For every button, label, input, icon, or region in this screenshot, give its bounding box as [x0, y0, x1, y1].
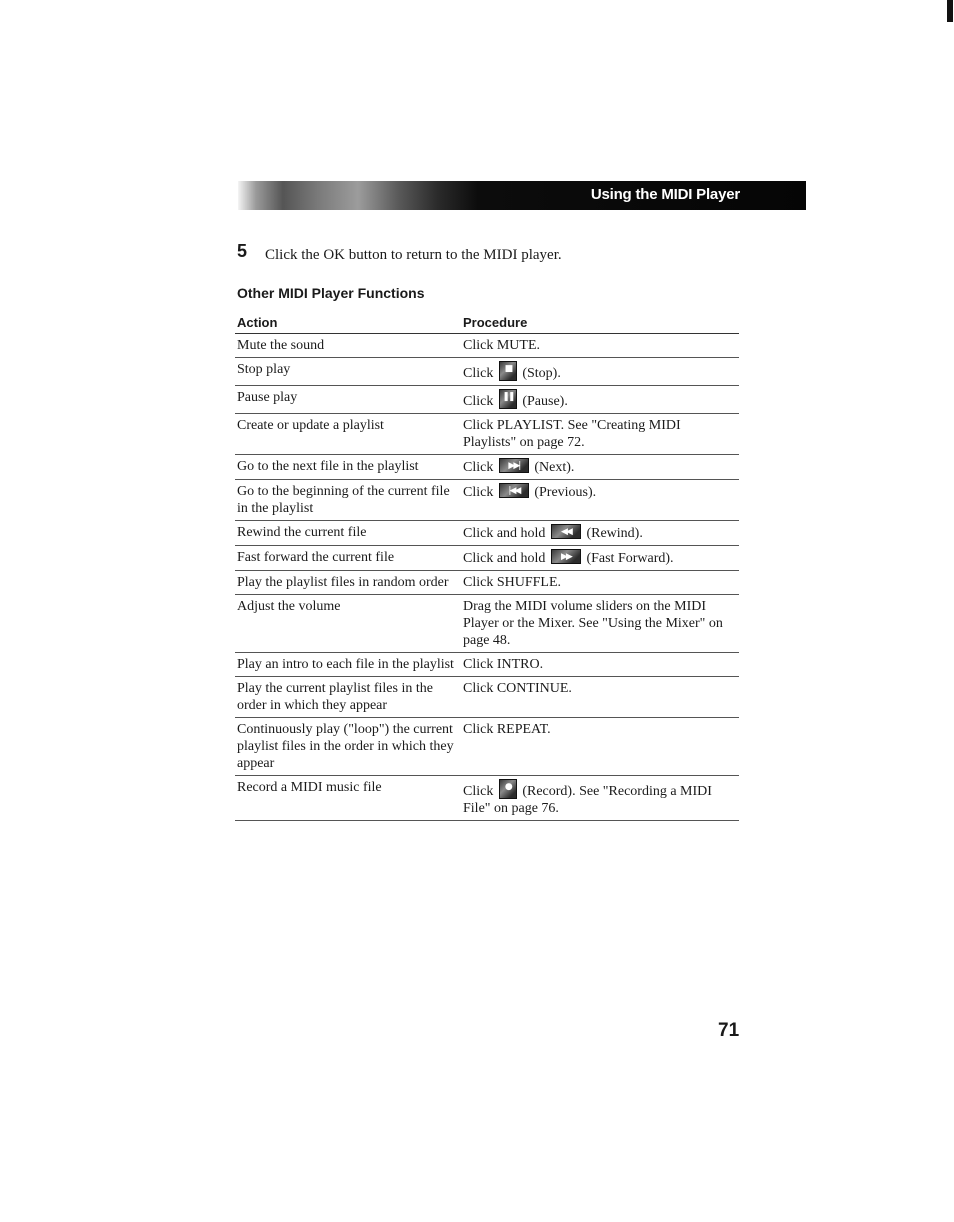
header-title: Using the MIDI Player	[590, 186, 740, 203]
procedure-cell	[461, 455, 739, 480]
procedure-cell	[461, 414, 739, 455]
pause-icon: ❚❚	[499, 389, 517, 409]
procedure-cell	[461, 677, 739, 718]
section-header-bar	[238, 181, 806, 210]
procedure-text: Click and hold	[463, 526, 546, 541]
procedure-cell	[461, 334, 739, 358]
table-row	[235, 571, 739, 595]
action-cell: Adjust the volume	[235, 595, 461, 653]
procedure-text-suffix: (Stop).	[522, 366, 561, 381]
step-text: Click the OK button to return to the MIDI player.	[265, 247, 562, 263]
section-title: Other MIDI Player Functions	[237, 285, 425, 301]
table-row	[235, 521, 739, 546]
procedure-text: Click	[463, 366, 494, 381]
record-icon: ●	[499, 779, 517, 799]
procedure-cell	[461, 521, 739, 546]
action-cell: Play the playlist files in random order	[235, 571, 461, 595]
procedure-cell	[461, 595, 739, 653]
next-icon: ▶▶|	[499, 458, 529, 473]
procedure-text: Click	[463, 394, 494, 409]
action-cell: Rewind the current file	[235, 521, 461, 546]
procedure-text: Drag the MIDI volume sliders on the MIDI Player or the Mixer. See "Using the Mixer" on page 48.	[463, 599, 723, 648]
procedure-text: Click	[463, 460, 494, 475]
table-row	[235, 334, 739, 358]
procedure-cell	[461, 653, 739, 677]
table-row	[235, 653, 739, 677]
table-row	[235, 414, 739, 455]
action-cell: Play an intro to each file in the playlist	[235, 653, 461, 677]
step-number: 5	[237, 241, 248, 261]
table-header-row	[235, 311, 739, 334]
page-edge-mark	[947, 0, 953, 22]
previous-icon: |◀◀	[499, 483, 529, 498]
column-header-action: Action	[235, 311, 461, 334]
procedure-text: Click MUTE.	[463, 338, 540, 353]
stop-icon: ■	[499, 361, 517, 381]
action-cell: Mute the sound	[235, 334, 461, 358]
action-cell: Go to the beginning of the current file in the playlist	[235, 480, 461, 521]
rewind-icon: ◀◀	[551, 524, 581, 539]
table-row	[235, 386, 739, 414]
table-row	[235, 677, 739, 718]
action-cell: Play the current playlist files in the order in which they appear	[235, 677, 461, 718]
table-row	[235, 595, 739, 653]
procedure-cell	[461, 480, 739, 521]
procedure-text: Click	[463, 784, 494, 799]
action-cell: Create or update a playlist	[235, 414, 461, 455]
procedure-text: Click PLAYLIST. See "Creating MIDI Playlists" on page 72.	[463, 418, 681, 450]
procedure-text: Click and hold	[463, 551, 546, 566]
table-row	[235, 776, 739, 821]
action-cell: Go to the next file in the playlist	[235, 455, 461, 480]
procedure-text-suffix: (Pause).	[522, 394, 568, 409]
procedure-text-suffix: (Previous).	[534, 485, 597, 500]
action-cell: Record a MIDI music file	[235, 776, 461, 821]
column-header-procedure: Procedure	[461, 311, 739, 334]
fast-forward-icon: ▶▶	[551, 549, 581, 564]
procedure-text-suffix: (Record). See "Recording a MIDI File" on page 76.	[463, 784, 712, 816]
table-row	[235, 358, 739, 386]
table-row	[235, 718, 739, 776]
functions-table	[235, 311, 739, 821]
action-cell: Continuously play ("loop") the current playlist files in the order in which they appear	[235, 718, 461, 776]
procedure-cell	[461, 386, 739, 414]
action-cell: Stop play	[235, 358, 461, 386]
procedure-text: Click	[463, 485, 494, 500]
procedure-text: Click SHUFFLE.	[463, 575, 562, 590]
procedure-text: Click REPEAT.	[463, 722, 551, 737]
action-cell: Pause play	[235, 386, 461, 414]
procedure-text-suffix: (Fast Forward).	[586, 551, 674, 566]
procedure-text: Click INTRO.	[463, 657, 544, 672]
action-cell: Fast forward the current file	[235, 546, 461, 571]
procedure-cell	[461, 571, 739, 595]
procedure-text: Click CONTINUE.	[463, 681, 572, 696]
procedure-cell	[461, 776, 739, 821]
procedure-text-suffix: (Next).	[534, 460, 575, 475]
procedure-cell	[461, 718, 739, 776]
table-row	[235, 546, 739, 571]
table-row	[235, 480, 739, 521]
procedure-cell	[461, 358, 739, 386]
procedure-cell	[461, 546, 739, 571]
page-number: 71	[718, 1020, 740, 1041]
table-row	[235, 455, 739, 480]
procedure-text-suffix: (Rewind).	[586, 526, 643, 541]
